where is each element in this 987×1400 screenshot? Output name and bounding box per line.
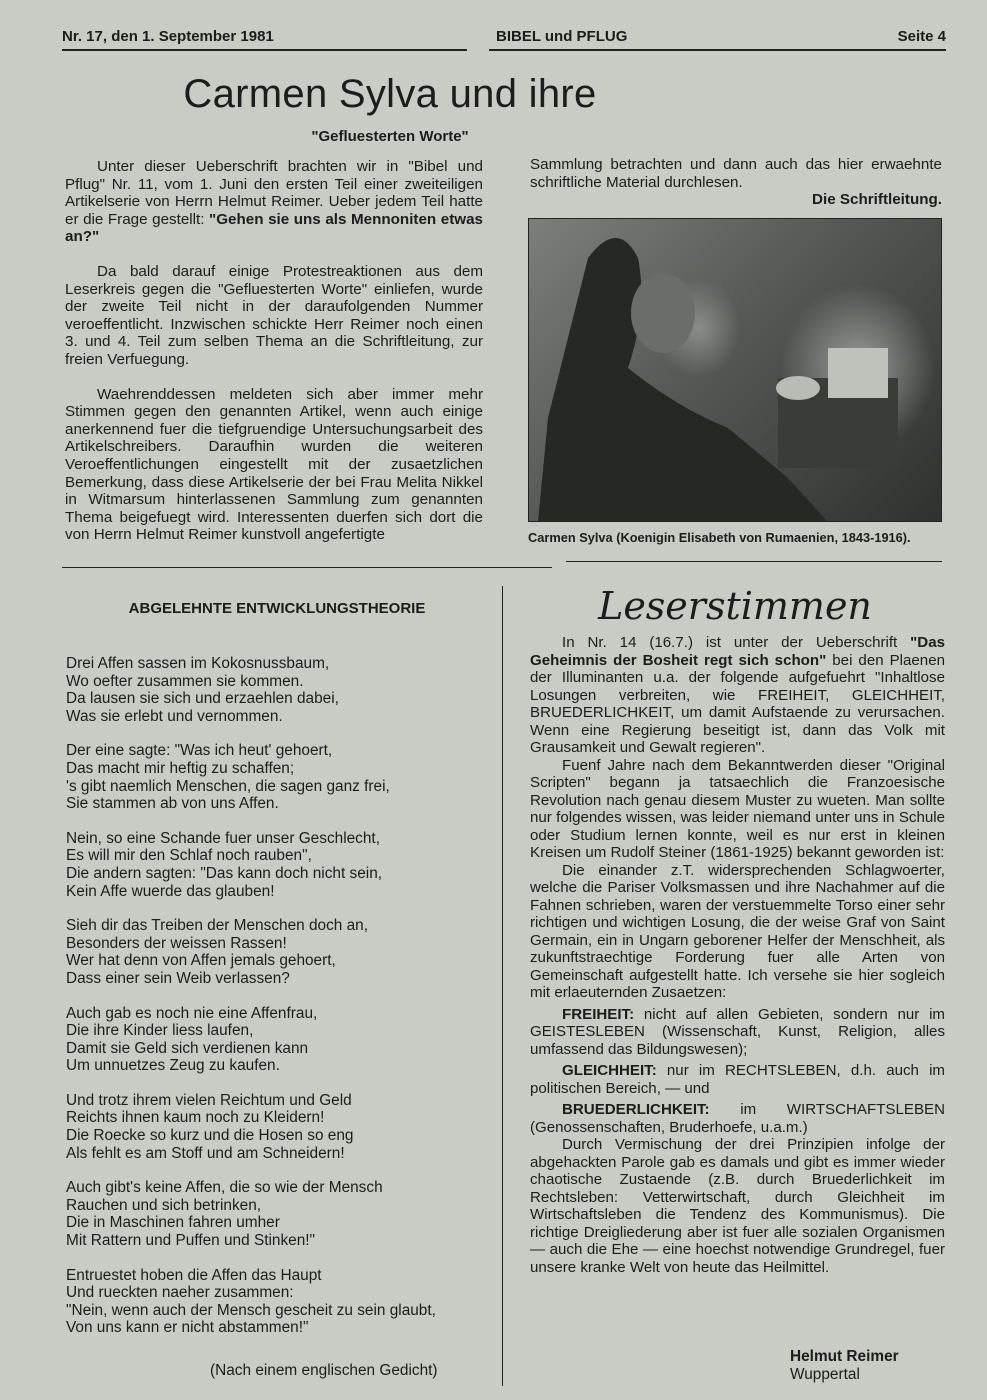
article-paragraph: Da bald darauf einige Protestreaktionen aus dem Leserkreis gegen die "Gefluesterten Worte" einliefen, wurde der zweite Teil nicht in der daraufolgenden Nummer veroeffentlicht. Inzwischen schickte Herr Reimer noch einen 3. und 4. Teil zum selben Thema an die Schriftleitung, zur freien Verfuegung. (65, 262, 483, 368)
portrait-illustration (528, 218, 942, 522)
poem-line: Sie stammen ab von uns Affen. (66, 795, 279, 813)
page-header (62, 24, 946, 50)
poem-stanza (66, 1267, 496, 1337)
poem-title: ABGELEHNTE ENTWICKLUNGSTHEORIE (128, 600, 426, 617)
poem-stanza (66, 1179, 496, 1249)
poem-line: Die andern sagten: "Das kann doch nicht sein, (66, 864, 383, 882)
poem-line: Rauchen und sich betrinken, (66, 1196, 262, 1214)
poem-line: Besonders der weissen Rassen! (66, 934, 287, 952)
poem-line: Von uns kann er nicht abstammen!" (66, 1319, 309, 1337)
keyword-bruederlichkeit: BRUEDERLICHKEIT: (562, 1101, 710, 1118)
poem-line: Wer hat denn von Affen jemals gehoert, (66, 952, 336, 970)
article-paragraph: Sammlung betrachten und dann auch das hier erwaehnte schriftliche Material durchlesen. (530, 156, 942, 191)
poem-line: Auch gibt's keine Affen, die so wie der Mensch (66, 1179, 383, 1197)
article-paragraph: Waehrenddessen meldeten sich aber immer mehr Stimmen gegen den genannten Artikel, wenn auch einige anerkennend fuer die tiefgruendige Untersuchungsarbeit des Artikelschreibers. Daraufhin wurden die weiteren Veroeffentlichungen eingestellt mit der zusaetzlichen Bemerkung, dass diese Artikelserie der bei Frau Melita Nikkel in Witmarsum hinterlassenen Sammlung zum genannten Thema beigefuegt wird. Interessenten duerfen sich dort die von Herrn Helmut Reimer kunstvoll angefertigte (65, 385, 483, 544)
keyword-gleichheit: GLEICHHEIT: (562, 1062, 657, 1079)
leser-text: nur im RECHTSLEBEN, d.h. auch im politischen Bereich, — und (530, 1062, 945, 1097)
poem-line: Damit sie Geld sich verdienen kann (66, 1039, 309, 1057)
poem-stanza (66, 655, 496, 725)
poem-line: Reichts ihnen kaum noch zu Kleidern! (66, 1109, 325, 1127)
leser-paragraph (530, 1062, 945, 1097)
article-column-left (65, 158, 483, 544)
poem-line: Die ihre Kinder liess laufen, (66, 1022, 254, 1040)
poem-stanza (66, 830, 496, 900)
article-title: Carmen Sylva und ihre (183, 72, 597, 116)
poem-stanza (66, 917, 496, 987)
leser-headline-quote: "Das Geheimnis der Bosheit regt sich schon" (530, 634, 945, 669)
poem-line: Was sie erlebt und vernommen. (66, 707, 283, 725)
poem-line: Es will mir den Schlaf noch rauben", (66, 847, 312, 865)
leser-paragraph (530, 634, 945, 757)
poem-line: Um unnuetzes Zeug zu kaufen. (66, 1057, 280, 1075)
leser-text: nicht auf allen Gebieten, sondern nur im GEISTESLEBEN (Wissenschaft, Kunst, Religion, alles umfassend das Bildungswesen); (530, 1005, 945, 1058)
leser-paragraph (530, 1101, 945, 1136)
leser-text: bei den Plaenen der Illuminanten u.a. der folgende aufgefuehrt "Inhaltlose Losungen verbreiten, wie FREIHEIT, GLEICHHEIT, BRUEDERLICHKEIT, um damit Aufstaende zu verursachen. Wenn eine Regierung beseitigt ist, dann das Volk mit Grausamkeit und Gewalt regieren". (530, 651, 945, 756)
poem-line: Auch gab es noch nie eine Affenfrau, (66, 1004, 318, 1022)
poem-line: Das macht mir heftig zu schaffen; (66, 759, 295, 777)
poem-line: Der eine sagte: "Was ich heut' gehoert, (66, 742, 333, 760)
page-number: Seite 4 (897, 28, 946, 45)
article-column-right (530, 156, 942, 209)
poem-line: Mit Rattern und Puffen und Stinken!" (66, 1232, 316, 1250)
poem-body (66, 655, 496, 1354)
leser-paragraph: Durch Vermischung der drei Prinzipien infolge der abgehackten Parole gab es damals und gibt es immer wieder chaotische Zustaende (z.B. durch Bruederlichkeit im Rechtsleben: Vetterwirtschaft, durch Gleichheit im Wirtschaftsleben die Tendenz des Kommunismus). Die richtige Dreigliederung aber ist fuer alle sozialen Organismen — auch die Ehe — eine hoechst notwendige Grundregel, fuer unsere kranke Welt von heute das Heilmittel. (530, 1136, 945, 1276)
header-rule-left (62, 49, 467, 51)
leser-author (790, 1348, 899, 1384)
poem-line: Und rueckten naeher zusammen: (66, 1284, 294, 1302)
publication-name: BIBEL und PFLUG (496, 28, 628, 45)
poem-line: Wo oefter zusammen sie kommen. (66, 672, 304, 690)
article-question: "Gehen sie uns als Mennoniten etwas an?" (65, 210, 483, 246)
section-divider-left (62, 567, 552, 568)
leser-paragraph: Fuenf Jahre nach dem Bekanntwerden dieser "Original Scripten" begann ja tatsaechlich die Franzoesische Revolution nach genau diesem Muster zu wueten. Man sollte nur folgendes wissen, was leider niemand unter uns in Schule oder Studium lernen konnte, weil es nur erst in kleinen Kreisen um Rudolf Steiner (1861-1925) bekannt geworden ist: (530, 756, 945, 861)
poem-line: "Nein, wenn auch der Mensch gescheit zu sein glaubt, (66, 1301, 436, 1319)
portrait-photo (528, 218, 942, 522)
poem-line: Und trotz ihrem vielen Reichtum und Geld (66, 1091, 352, 1109)
poem-line: Die Roecke so kurz und die Hosen so eng (66, 1127, 354, 1145)
author-name: Helmut Reimer (790, 1348, 899, 1365)
poem-line: 's gibt naemlich Menschen, die sagen ganz frei, (66, 777, 390, 795)
article-paragraph (65, 158, 483, 246)
author-place: Wuppertal (790, 1366, 860, 1383)
poem-line: Dass einer sein Weib verlassen? (66, 969, 290, 987)
photo-caption: Carmen Sylva (Koenigin Elisabeth von Rumaenien, 1843-1916). (528, 530, 911, 545)
article-subtitle: "Gefluesterten Worte" (311, 128, 469, 145)
poem-line: Als fehlt es am Stoff und am Schneidern! (66, 1144, 345, 1162)
leser-paragraph (530, 1006, 945, 1059)
leser-text: In Nr. 14 (16.7.) ist unter der Ueberschrift (562, 634, 911, 651)
article-text: Unter dieser Ueberschrift brachten wir in "Bibel und Pflug" Nr. 11, vom 1. Juni den ersten Teil einer zweiteiligen Artikelserie von Herrn Helmut Reimer. Ueber jedem Teil hatte er die Frage gestellt: (65, 158, 483, 228)
poem-line: Drei Affen sassen im Kokosnussbaum, (66, 655, 330, 672)
poem-line: Nein, so eine Schande fuer unser Geschlecht, (66, 829, 380, 847)
poem-stanza (66, 1005, 496, 1075)
poem-line: Da lausen sie sich und erzaehlen dabei, (66, 690, 339, 708)
leserstimmen-title: Leserstimmen (598, 584, 872, 628)
leser-paragraph: Die einander z.T. widersprechenden Schlagwoerter, welche die Pariser Volksmassen und ihre Nachahmer auf die Fahnen schrieben, waren der verstuemmelte Torso einer sehr richtigen und wichtigen Losung, die der weise Graf von Saint Germain, ein in Ungarn geborener Helfer der Menschheit, als zukunftstraechtige Forderung fuer alle Arten von Gemeinschaft aufgestellt hatte. Ich versehe sie hier sogleich mit erlaeuternden Zusaetzen: (530, 861, 945, 1001)
poem-line: Kein Affe wuerde das glauben! (66, 882, 275, 900)
poem-source: (Nach einem englischen Gedicht) (210, 1362, 438, 1379)
column-divider (502, 586, 503, 1386)
issue-date: Nr. 17, den 1. September 1981 (62, 28, 274, 45)
leser-text: im WIRTSCHAFTSLEBEN (Genossenschaften, Bruderhoefe, u.a.m.) (530, 1101, 945, 1136)
poem-line: Entruestet hoben die Affen das Haupt (66, 1266, 322, 1284)
section-divider-right (566, 561, 942, 562)
poem-line: Sieh dir das Treiben der Menschen doch an, (66, 917, 369, 935)
keyword-freiheit: FREIHEIT: (562, 1005, 635, 1023)
leserstimmen-body (530, 634, 945, 1276)
poem-stanza (66, 742, 496, 812)
poem-stanza (66, 1092, 496, 1162)
article-signature: Die Schriftleitung. (812, 191, 942, 209)
poem-line: Die in Maschinen fahren umher (66, 1214, 280, 1232)
header-rule-right (489, 49, 946, 51)
